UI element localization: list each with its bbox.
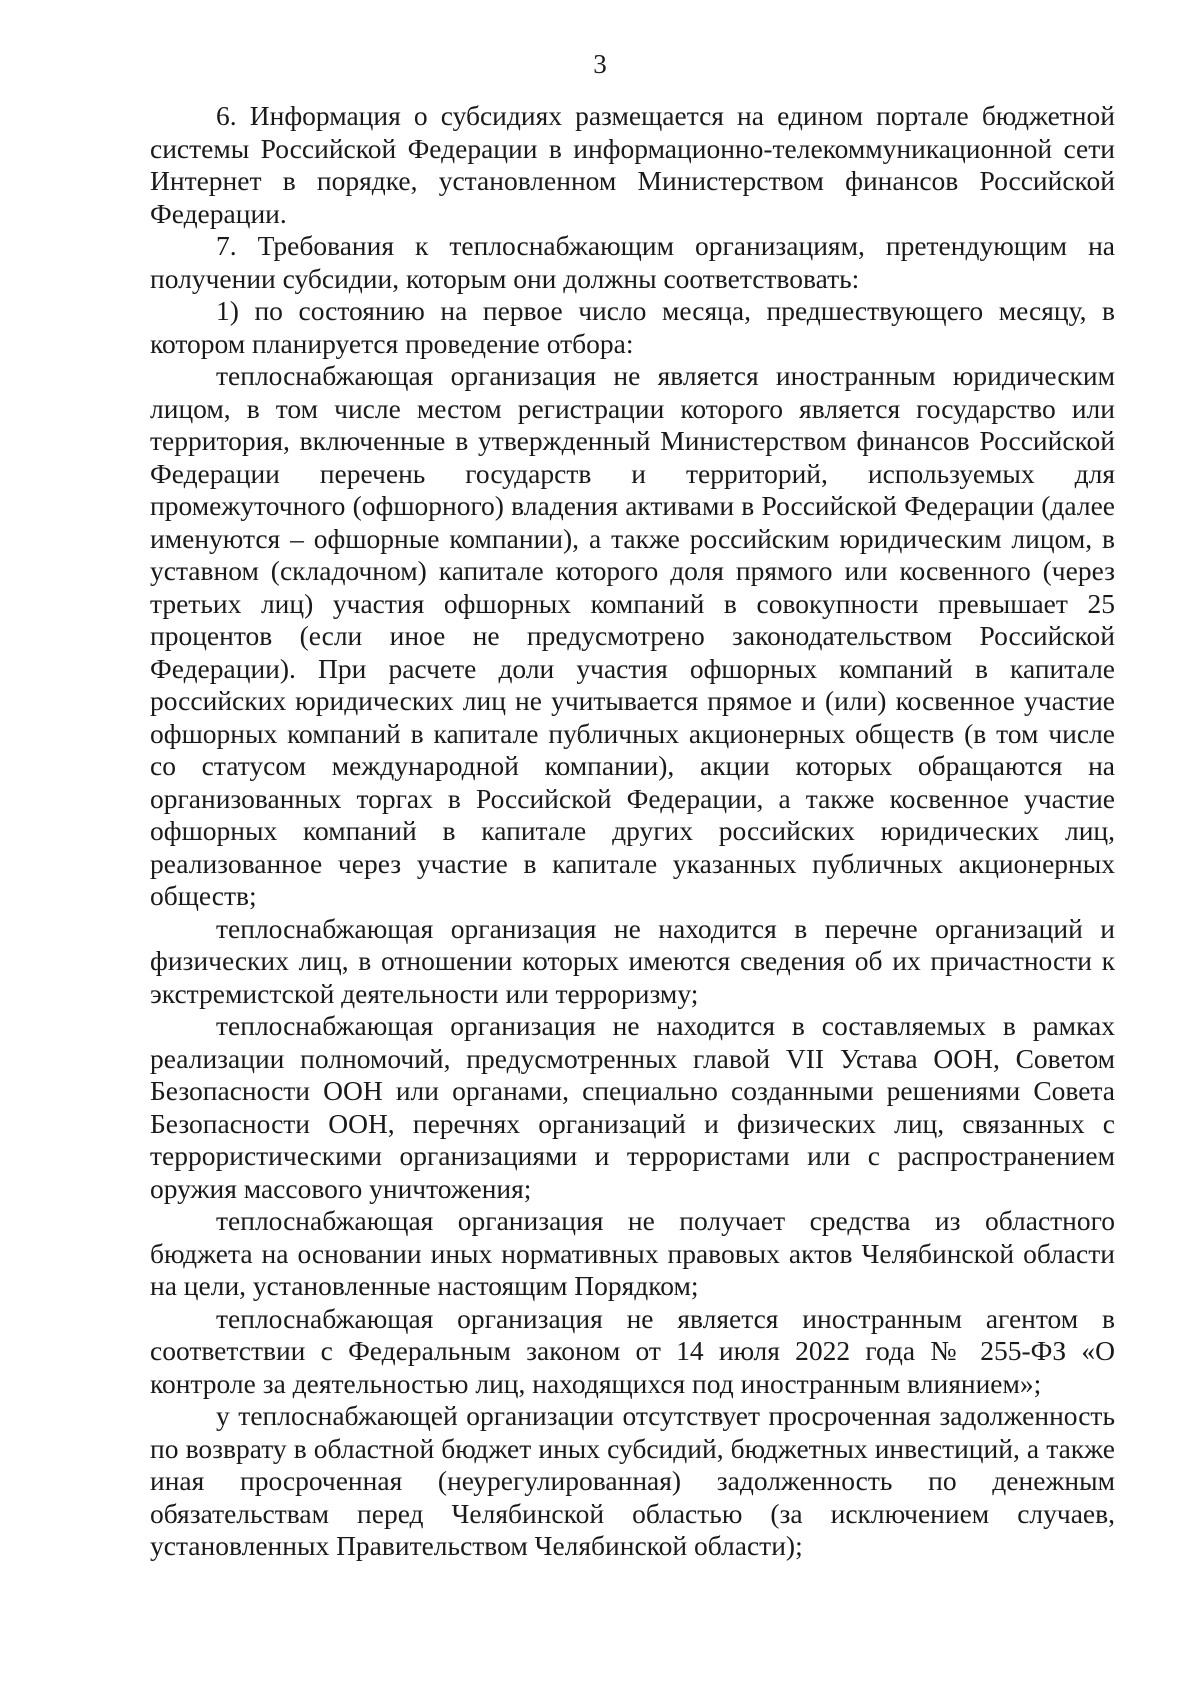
paragraph-un-sanctions-requirement: теплоснабжающая организация не находится в составляемых в рамках реализации полномочий, предусмотренных главой VII Устава ООН, Советом Безопасности ООН или органами, специально созданными решениями Совета Безопасности ООН, перечнях организаций и физических лиц, связанных с террористическими организациями и террористами или с распространением оружия массового уничтожения; bbox=[150, 1010, 1115, 1204]
paragraph-debt-requirement: у теплоснабжающей организации отсутствует просроченная задолженность по возврату в областной бюджет иных субсидий, бюджетных инвестиций, а также иная просроченная (неурегулированная) задолженность по денежным обязательствам перед Челябинской областью (за исключением случаев, установленных Правительством Челябинской области); bbox=[150, 1400, 1115, 1561]
paragraph-7-1-timing: 1) по состоянию на первое число месяца, предшествующего месяцу, в котором планируется проведение отбора: bbox=[150, 295, 1115, 359]
paragraph-extremism-requirement: теплоснабжающая организация не находится в перечне организаций и физических лиц, в отношении которых имеются сведения об их причастности к экстремистской деятельности или терроризму; bbox=[150, 912, 1115, 1009]
paragraph-other-funding-requirement: теплоснабжающая организация не получает средства из областного бюджета на основании иных нормативных правовых актов Челябинской области на цели, установленные настоящим Порядком; bbox=[150, 1205, 1115, 1301]
paragraph-7-requirements: 7. Требования к теплоснабжающим организациям, претендующим на получении субсидии, которым они должны соответствовать: bbox=[150, 230, 1115, 294]
document-body bbox=[150, 100, 1115, 1563]
page-number: 3 bbox=[593, 49, 607, 79]
paragraph-foreign-agent-requirement: теплоснабжающая организация не является иностранным агентом в соответствии с Федеральным законом от 14 июля 2022 года № 255-ФЗ «О контроле за деятельностью лиц, находящихся под иностранным влиянием»; bbox=[150, 1302, 1115, 1399]
paragraph-offshore-requirement: теплоснабжающая организация не является иностранным юридическим лицом, в том числе местом регистрации которого является государство или территория, включенные в утвержденный Министерством финансов Российской Федерации перечень государств и территорий, используемых для промежуточного (офшорного) владения активами в Российской Федерации (далее именуются – офшорные компании), а также российским юридическим лицом, в уставном (складочном) капитале которого доля прямого или косвенного (через третьих лиц) участия офшорных компаний в совокупности превышает 25 процентов (если иное не предусмотрено законодательством Российской Федерации). При расчете доли участия офшорных компаний в капитале российских юридических лиц не учитывается прямое и (или) косвенное участие офшорных компаний в капитале публичных акционерных обществ (в том числе со статусом международной компании), акции которых обращаются на организованных торгах в Российской Федерации, а также косвенное участие офшорных компаний в капитале других российских юридических лиц, реализованное через участие в капитале указанных публичных акционерных обществ; bbox=[150, 360, 1115, 911]
paragraph-6-subsidy-info: 6. Информация о субсидиях размещается на едином портале бюджетной системы Российской Федерации в информационно-телекоммуникационной сети Интернет в порядке, установленном Министерством финансов Российской Федерации. bbox=[150, 100, 1115, 229]
